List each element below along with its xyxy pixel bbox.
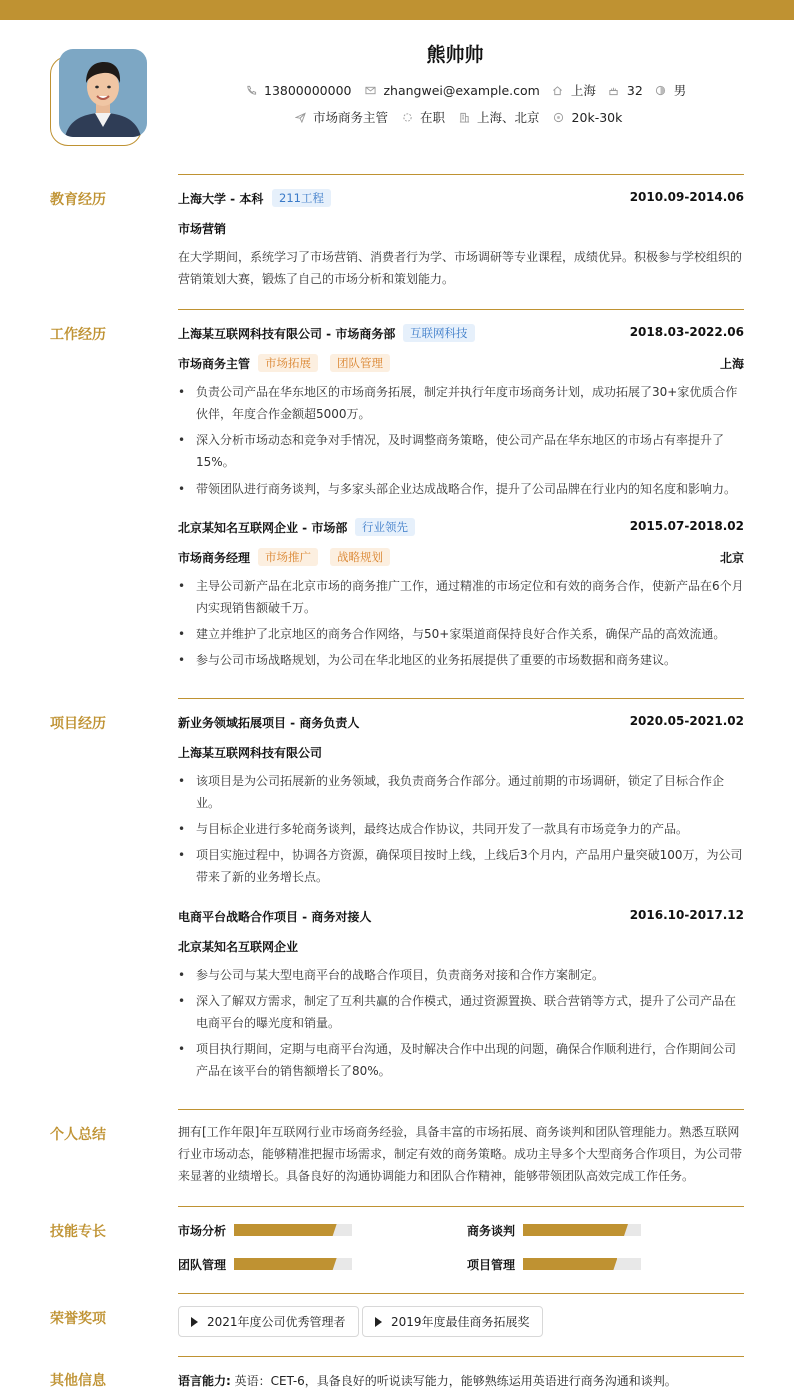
skill-bar xyxy=(234,1258,352,1270)
work-role-tag: 市场推广 xyxy=(258,548,318,566)
send-icon xyxy=(294,111,306,123)
skill-bar xyxy=(523,1224,641,1236)
email-text: zhangwei@example.com xyxy=(383,82,540,98)
city-text: 上海 xyxy=(570,83,596,98)
work-role: 市场商务经理 xyxy=(178,551,251,565)
salary-item xyxy=(553,110,623,125)
position-text: 市场商务主管 xyxy=(313,110,389,125)
phone-text: 13800000000 xyxy=(264,82,352,98)
age-text: 32 xyxy=(626,82,643,98)
work-date: 2015.07-2018.02 xyxy=(629,519,744,533)
work-role: 市场商务主管 xyxy=(178,357,251,371)
work-role-tag: 战略规划 xyxy=(330,548,390,566)
section-title-awards: 荣誉奖项 xyxy=(50,1311,106,1327)
project-bullet-text: 深入了解双方需求，制定了互利共赢的合作模式，通过资源置换、联合营销等方式，提升了公司产品在电商平台的曝光度和销量。 xyxy=(196,994,737,1030)
work-bullet: • 主导公司新产品在北京市场的商务推广工作，通过精准的市场定位和有效的商务合作，使新产品在6个月内实现销售额破千万。 xyxy=(178,575,744,619)
project-bullet-text: 项目执行期间，定期与电商平台沟通，及时解决合作中出现的问题，确保合作顺利进行，合作期间公司产品在该平台的销售额增长了80%。 xyxy=(196,1042,737,1078)
top-accent-bar xyxy=(0,0,794,20)
section-title-projects: 项目经历 xyxy=(50,716,106,732)
education-date: 2010.09-2014.06 xyxy=(629,190,744,204)
project-bullet-text: 与目标企业进行多轮商务谈判，最终达成合作协议，共同开发了一款具有市场竞争力的产品。 xyxy=(196,822,689,836)
work-date: 2018.03-2022.06 xyxy=(629,325,744,339)
section-divider xyxy=(178,174,744,175)
work-company-tag: 行业领先 xyxy=(355,518,415,536)
skill-bar-fill xyxy=(234,1258,337,1270)
section-divider xyxy=(178,1293,744,1294)
work-bullet-text: 负责公司产品在华东地区的市场商务拓展，制定并执行年度市场商务计划，成功拓展了30+家优质合作伙伴，年度合作金额超5000万。 xyxy=(196,385,738,421)
project-bullet: • 该项目是为公司拓展新的业务领域，我负责商务合作部分。通过前期的市场调研，锁定了目标合作企业。 xyxy=(178,770,744,814)
award-chip[interactable] xyxy=(178,1306,359,1337)
project-bullet-text: 项目实施过程中，协调各方资源，确保项目按时上线，上线后3个月内，产品用户量突破100万，为公司带来了新的业务增长点。 xyxy=(196,848,743,884)
section-title-skills: 技能专长 xyxy=(50,1224,106,1240)
section-title-work: 工作经历 xyxy=(50,327,106,343)
status-text: 在职 xyxy=(420,110,446,125)
work-bullet-text: 建立并维护了北京地区的商务合作网络，与50+家渠道商保持良好合作关系，确保产品的高效流通。 xyxy=(196,627,726,641)
work-city: 上海 xyxy=(719,357,744,371)
award-text: 2019年度最佳商务拓展奖 xyxy=(391,1315,530,1329)
home-icon xyxy=(552,84,564,96)
mail-icon xyxy=(364,84,376,96)
major: 市场营销 xyxy=(178,222,227,236)
gender-icon xyxy=(655,84,667,96)
phone-item xyxy=(245,83,351,98)
project-title: 电商平台战略合作项目 - 商务对接人 xyxy=(178,910,372,924)
education-description: 在大学期间，系统学习了市场营销、消费者行为学、市场调研等专业课程，成绩优异。积极参与学校组织的营销策划大赛，锻炼了自己的市场分析和策划能力。 xyxy=(178,250,743,286)
section-title-other: 其他信息 xyxy=(50,1373,106,1389)
work-bullet: • 参与公司市场战略规划，为公司在华北地区的业务拓展提供了重要的市场数据和商务建议。 xyxy=(178,649,744,671)
status-icon xyxy=(401,111,413,123)
other-info xyxy=(178,1372,677,1389)
section-divider xyxy=(178,698,744,699)
work-company-tag: 互联网科技 xyxy=(403,324,475,342)
section-divider xyxy=(178,1206,744,1207)
school-tag: 211工程 xyxy=(272,189,331,207)
section-divider xyxy=(178,1109,744,1110)
skill-name: 商务谈判 xyxy=(467,1224,516,1238)
work-company: 上海某互联网科技有限公司 - 市场商务部 xyxy=(178,327,396,341)
work-bullet: • 负责公司产品在华东地区的市场商务拓展，制定并执行年度市场商务计划，成功拓展了30+家优质合作伙伴，年度合作金额超5000万。 xyxy=(178,381,744,425)
work-bullet: • 深入分析市场动态和竞争对手情况，及时调整商务策略，使公司产品在华东地区的市场占有率提升了15%。 xyxy=(178,429,744,473)
project-bullet: • 深入了解双方需求，制定了互利共赢的合作模式，通过资源置换、联合营销等方式，提升了公司产品在电商平台的曝光度和销量。 xyxy=(178,990,744,1034)
project-bullet: • 与目标企业进行多轮商务谈判，最终达成合作协议，共同开发了一款具有市场竞争力的产品。 xyxy=(178,818,744,840)
work-bullet-text: 深入分析市场动态和竞争对手情况，及时调整商务策略，使公司产品在华东地区的市场占有率提升了15%。 xyxy=(196,433,725,469)
project-bullet-text: 参与公司与某大型电商平台的战略合作项目，负责商务对接和合作方案制定。 xyxy=(196,968,605,982)
work-bullet: • 带领团队进行商务谈判，与多家头部企业达成战略合作，提升了公司品牌在行业内的知名度和影响力。 xyxy=(178,478,744,500)
play-icon xyxy=(375,1317,382,1327)
work-role-tag: 市场拓展 xyxy=(258,354,318,372)
salary-text: 20k-30k xyxy=(571,109,623,125)
skill-name: 项目管理 xyxy=(467,1258,516,1272)
work-role-tag: 团队管理 xyxy=(330,354,390,372)
location-text: 上海、北京 xyxy=(477,110,540,125)
work-city: 北京 xyxy=(719,551,744,565)
email-item xyxy=(364,83,539,98)
award-text: 2021年度公司优秀管理者 xyxy=(207,1315,346,1329)
school-name: 上海大学 - 本科 xyxy=(178,192,264,206)
status-item xyxy=(401,108,445,126)
salary-icon xyxy=(553,111,565,123)
building-icon xyxy=(458,111,470,123)
section-divider xyxy=(178,309,744,310)
award-chip[interactable] xyxy=(362,1306,543,1337)
project-bullet: • 项目实施过程中，协调各方资源，确保项目按时上线，上线后3个月内，产品用户量突破100万，为公司带来了新的业务增长点。 xyxy=(178,844,744,888)
position-item xyxy=(294,108,388,126)
project-bullet: • 项目执行期间，定期与电商平台沟通，及时解决合作中出现的问题，确保合作顺利进行，合作期间公司产品在该平台的销售额增长了80%。 xyxy=(178,1038,744,1082)
summary-text: 拥有[工作年限]年互联网行业市场商务经验，具备丰富的市场拓展、商务谈判和团队管理能力。熟悉互联网行业市场动态，能够精准把握市场需求，制定有效的商务策略。成功主导多个大型商务合作项目，为公司带来显著的业绩增长。具备良好的沟通协调能力和团队合作精神，能够带领团队高效完成工作任务。 xyxy=(178,1125,743,1183)
project-date: 2020.05-2021.02 xyxy=(629,714,744,728)
other-info-label: 语言能力: xyxy=(178,1374,231,1388)
skill-bar xyxy=(523,1258,641,1270)
section-title-summary: 个人总结 xyxy=(50,1127,106,1143)
candidate-name: 熊帅帅 xyxy=(426,44,484,66)
project-org: 北京某知名互联网企业 xyxy=(178,940,299,954)
work-company: 北京某知名互联网企业 - 市场部 xyxy=(178,521,348,535)
project-bullet-text: 该项目是为公司拓展新的业务领域，我负责商务合作部分。通过前期的市场调研，锁定了目标合作企业。 xyxy=(196,774,725,810)
project-bullet: • 参与公司与某大型电商平台的战略合作项目，负责商务对接和合作方案制定。 xyxy=(178,964,744,986)
age-icon xyxy=(608,84,620,96)
phone-icon xyxy=(245,84,257,96)
gender-text: 男 xyxy=(673,83,687,98)
skill-bar xyxy=(234,1224,352,1236)
work-bullet: • 建立并维护了北京地区的商务合作网络，与50+家渠道商保持良好合作关系，确保产品的高效流通。 xyxy=(178,623,744,645)
project-org: 上海某互联网科技有限公司 xyxy=(178,746,323,760)
skill-bar-fill xyxy=(523,1258,617,1270)
contact-row xyxy=(245,81,686,99)
work-bullet-text: 带领团队进行商务谈判，与多家头部企业达成战略合作，提升了公司品牌在行业内的知名度和影响力。 xyxy=(196,482,737,496)
skill-name: 团队管理 xyxy=(178,1258,227,1272)
gender-item xyxy=(655,81,687,99)
project-date: 2016.10-2017.12 xyxy=(629,908,744,922)
section-title-education: 教育经历 xyxy=(50,192,106,208)
play-icon xyxy=(191,1317,198,1327)
age-item xyxy=(608,83,643,98)
skill-bar-fill xyxy=(234,1224,337,1236)
work-bullet-text: 主导公司新产品在北京市场的商务推广工作，通过精准的市场定位和有效的商务合作，使新产品在6个月内实现销售额破千万。 xyxy=(196,579,744,615)
work-bullet-text: 参与公司市场战略规划，为公司在华北地区的业务拓展提供了重要的市场数据和商务建议。 xyxy=(196,653,677,667)
job-intent-row xyxy=(294,108,622,126)
project-title: 新业务领域拓展项目 - 商务负责人 xyxy=(178,716,360,730)
section-divider xyxy=(178,1356,744,1357)
skill-name: 市场分析 xyxy=(178,1224,227,1238)
other-info-text: 英语：CET-6，具备良好的听说读写能力，能够熟练运用英语进行商务沟通和谈判。 xyxy=(234,1374,677,1388)
city-item xyxy=(552,81,596,99)
location-item xyxy=(458,108,540,126)
skill-bar-fill xyxy=(523,1224,628,1236)
